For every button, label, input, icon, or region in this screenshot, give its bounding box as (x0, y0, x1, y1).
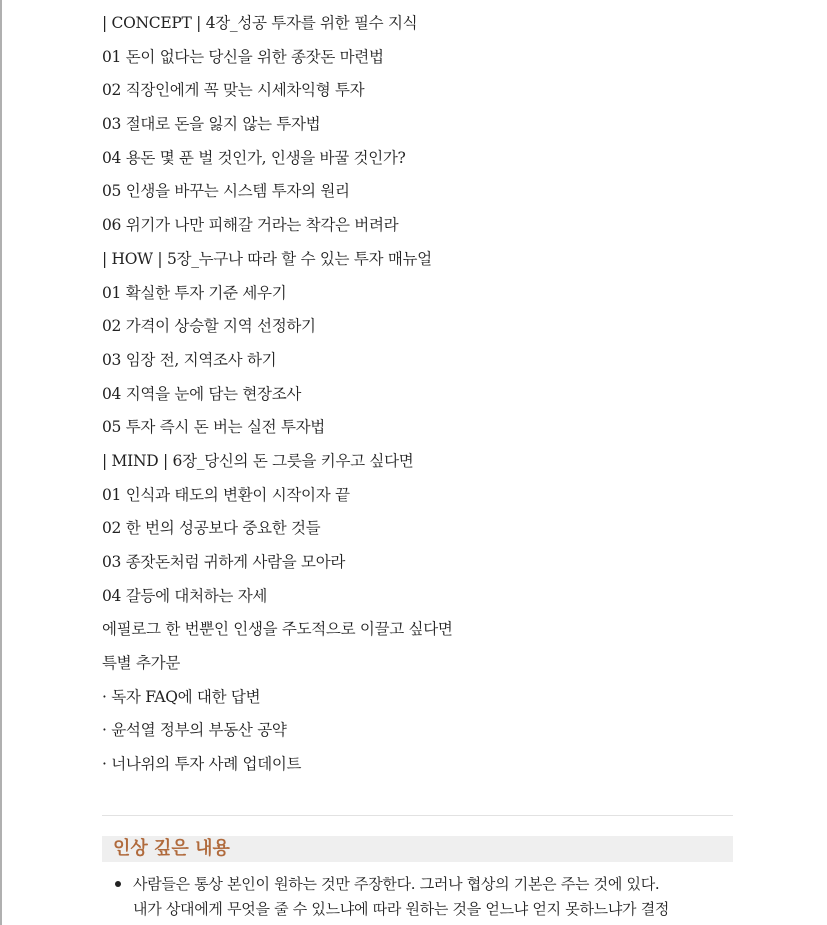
toc-supplement-item: · 독자 FAQ에 대한 답변 (102, 687, 261, 706)
toc-item: 03 종잣돈처럼 귀하게 사람을 모아라 (102, 553, 346, 571)
toc-item: 04 갈등에 대처하는 자세 (102, 586, 268, 605)
toc-item: 06 위기가 나만 피해갈 거라는 착각은 버려라 (102, 216, 399, 235)
toc-item: 04 지역을 눈에 담는 현장조사 (102, 384, 302, 403)
highlights-heading: 인상 깊은 내용 (102, 836, 733, 862)
toc-item: 05 투자 즉시 돈 버는 실전 투자법 (102, 418, 325, 437)
toc-part-5-heading: | HOW | 5장_누구나 따라 할 수 있는 투자 매뉴얼 (102, 249, 432, 268)
toc-item: 01 인식과 태도의 변환이 시작이자 끝 (102, 485, 350, 504)
toc-item: 03 절대로 돈을 잃지 않는 투자법 (102, 115, 321, 134)
toc-item: 04 용돈 몇 푼 벌 것인가, 인생을 바꿀 것인가? (102, 148, 406, 167)
section-divider (102, 815, 733, 816)
toc-item: 01 확실한 투자 기준 세우기 (102, 283, 287, 302)
quote-line: 내가 상대에게 무엇을 줄 수 있느냐에 따라 원하는 것을 얻느냐 얻지 못하느냐가 결정 (133, 900, 670, 918)
left-border-rule (0, 0, 2, 925)
toc-epilogue: 에필로그 한 번뿐인 인생을 주도적으로 이끌고 싶다면 (102, 620, 453, 639)
toc-item: 02 한 번의 성공보다 중요한 것들 (102, 519, 321, 538)
bullet-icon (115, 881, 121, 887)
toc-item: 01 돈이 없다는 당신을 위한 종잣돈 마련법 (102, 47, 384, 66)
toc-special-supplement: 특별 추가문 (102, 654, 180, 673)
quote-line: 사람들은 통상 본인이 원하는 것만 주장한다. 그러나 협상의 기본은 주는 것에 있다. (133, 875, 660, 893)
toc-supplement-item: · 너나위의 투자 사례 업데이트 (102, 755, 302, 774)
toc-supplement-item: · 윤석열 정부의 부동산 공약 (102, 721, 287, 740)
toc-item: 03 임장 전, 지역조사 하기 (102, 350, 277, 369)
highlight-quote (102, 872, 742, 922)
toc-item: 02 직장인에게 꼭 맞는 시세차익형 투자 (102, 81, 365, 100)
toc-item: 05 인생을 바꾸는 시스템 투자의 원리 (102, 182, 350, 201)
table-of-contents (102, 10, 742, 785)
highlights-list (102, 872, 742, 922)
toc-part-4-heading: | CONCEPT | 4장_성공 투자를 위한 필수 지식 (102, 14, 418, 32)
toc-item: 02 가격이 상승할 지역 선정하기 (102, 317, 316, 336)
toc-part-6-heading: | MIND | 6장_당신의 돈 그릇을 키우고 싶다면 (102, 451, 414, 470)
